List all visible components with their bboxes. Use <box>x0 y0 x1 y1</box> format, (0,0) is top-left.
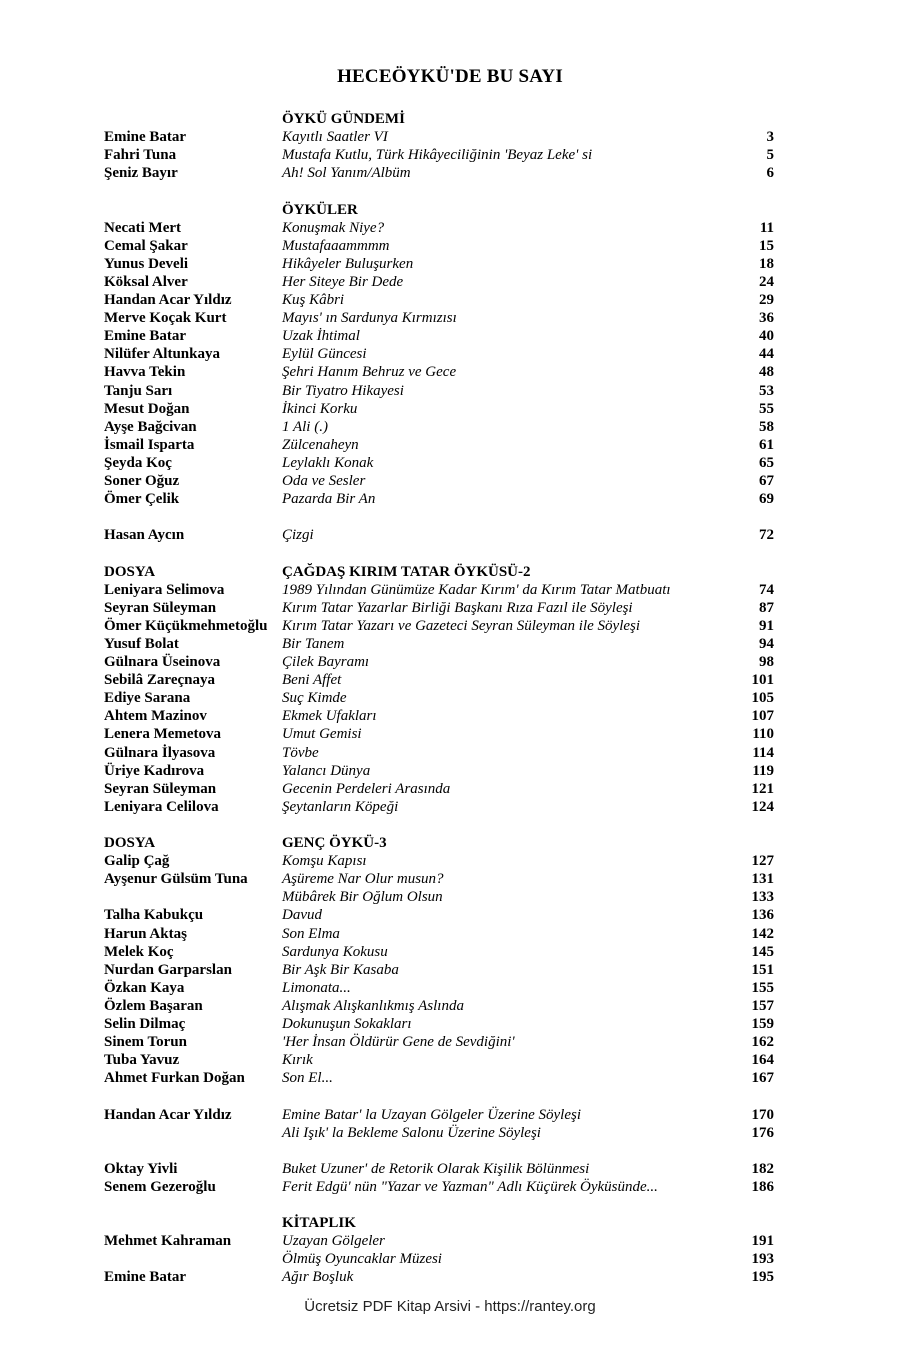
toc-entry-row <box>0 653 900 671</box>
entry-page-number: 142 <box>751 925 774 942</box>
entry-title: Bir Tiyatro Hikayesi <box>282 382 404 399</box>
entry-author: Üriye Kadırova <box>104 762 205 779</box>
entry-page-number: 48 <box>759 364 774 381</box>
entry-page-number: 145 <box>751 943 774 960</box>
toc-entry-row <box>0 617 900 635</box>
entry-author: Harun Aktaş <box>104 925 187 942</box>
toc-entry-row <box>0 345 900 363</box>
entry-page-number: 5 <box>766 147 774 164</box>
entry-page-number: 72 <box>759 527 774 544</box>
entry-page-number: 98 <box>759 654 774 670</box>
toc-entry-row <box>0 671 900 689</box>
toc-entry-row <box>0 925 900 943</box>
section-heading-row <box>0 201 900 219</box>
entry-page-number: 65 <box>759 454 774 471</box>
toc-entry-row <box>0 906 900 924</box>
toc-entry-row <box>0 888 900 906</box>
entry-author: Leniyara Celilova <box>104 798 219 815</box>
toc-entry-row <box>0 1069 900 1087</box>
entry-author: Mesut Doğan <box>104 400 190 417</box>
toc-entry-row <box>0 1268 900 1286</box>
entry-title: Her Siteye Bir Dede <box>282 273 404 290</box>
entry-title: Leylaklı Konak <box>282 454 374 471</box>
entry-page-number: 124 <box>751 798 774 815</box>
entry-author: Oktay Yivli <box>104 1160 178 1177</box>
entry-title: Son Elma <box>282 925 340 942</box>
toc-entry-row <box>0 472 900 490</box>
toc-entry-row <box>0 961 900 979</box>
entry-title: Ölmüş Oyuncaklar Müzesi <box>282 1251 442 1268</box>
entry-author: Nurdan Garparslan <box>104 961 232 978</box>
entry-author: Ömer Çelik <box>104 491 180 508</box>
entry-title: Kırık <box>282 1052 313 1069</box>
entry-page-number: 186 <box>751 1178 774 1195</box>
entry-page-number: 36 <box>759 310 774 327</box>
entry-author: Lenera Memetova <box>104 726 222 743</box>
toc-entry-row <box>0 1051 900 1069</box>
entry-title: Bir Tanem <box>282 635 345 652</box>
entry-author: Tuba Yavuz <box>104 1052 180 1069</box>
entry-title: Zülcenaheyn <box>282 436 359 453</box>
entry-author: Ayşenur Gülsüm Tuna <box>104 871 248 888</box>
entry-author: Ediye Sarana <box>104 690 191 707</box>
toc-entry-row <box>0 870 900 888</box>
entry-title: Konuşmak Niye? <box>282 219 385 236</box>
entry-author: Leniyara Selimova <box>104 581 225 598</box>
entry-page-number: 55 <box>759 400 774 417</box>
entry-title: Ekmek Ufakları <box>282 708 377 725</box>
entry-page-number: 162 <box>751 1034 774 1051</box>
toc-entry-row <box>0 943 900 961</box>
entry-author: Handan Acar Yıldız <box>104 292 232 308</box>
entry-page-number: 157 <box>751 997 774 1014</box>
entry-page-number: 3 <box>766 129 774 146</box>
toc-entry-row <box>0 1106 900 1124</box>
entry-title: Şehri Hanım Behruz ve Gece <box>282 364 457 381</box>
entry-title: Ah! Sol Yanım/Albüm <box>282 165 411 182</box>
entry-author: Selin Dilmaç <box>104 1016 186 1032</box>
section-heading-row <box>0 834 900 852</box>
entry-title: Limonata... <box>282 979 351 996</box>
toc-entry-row <box>0 400 900 418</box>
entry-author: Seyran Süleyman <box>104 780 217 797</box>
toc-entry-row <box>0 1015 900 1033</box>
section-heading: ÖYKÜLER <box>282 201 358 218</box>
toc-entry-row <box>0 725 900 743</box>
section-heading-row <box>0 1214 900 1232</box>
entry-title: Buket Uzuner' de Retorik Olarak Kişilik Bölünmesi <box>282 1160 590 1177</box>
entry-author: Gülnara İlyasova <box>104 744 216 761</box>
entry-page-number: 191 <box>751 1233 774 1250</box>
entry-title: Beni Affet <box>282 672 342 689</box>
entry-author: Emine Batar <box>104 129 187 146</box>
toc-entry-row <box>0 744 900 762</box>
toc-entry-row <box>0 255 900 273</box>
toc-entry-row <box>0 490 900 508</box>
entry-page-number: 164 <box>751 1052 774 1069</box>
entry-author: Soner Oğuz <box>104 473 180 489</box>
entry-page-number: 127 <box>751 853 774 870</box>
entry-author: Ayşe Bağcivan <box>104 418 197 435</box>
toc-entry-row <box>0 1232 900 1250</box>
entry-author: Köksal Alver <box>104 273 188 290</box>
entry-page-number: 53 <box>759 382 774 399</box>
section-heading: ÖYKÜ GÜNDEMİ <box>282 111 405 127</box>
entry-title: Gecenin Perdeleri Arasında <box>282 780 451 797</box>
entry-title: Eylül Güncesi <box>282 346 367 363</box>
entry-page-number: 151 <box>751 961 774 978</box>
entry-page-number: 121 <box>751 780 774 797</box>
entry-title: Ferit Edgü' nün "Yazar ve Yazman" Adlı Küçürek Öyküsünde... <box>282 1178 658 1195</box>
entry-title: Komşu Kapısı <box>282 853 367 870</box>
entry-title: Dokunuşun Sokakları <box>282 1016 412 1032</box>
entry-author: Şeyda Koç <box>104 454 172 471</box>
entry-author: Şeniz Bayır <box>104 165 178 182</box>
toc-entry-row <box>0 707 900 725</box>
toc-entry-row <box>0 273 900 291</box>
entry-title: Pazarda Bir An <box>282 491 376 508</box>
entry-page-number: 105 <box>751 690 774 707</box>
entry-title: Sardunya Kokusu <box>282 943 388 960</box>
entry-title: Çizgi <box>282 527 314 544</box>
entry-title: Aşüreme Nar Olur musun? <box>282 871 444 888</box>
toc-entry-row <box>0 309 900 327</box>
entry-author: Yunus Develi <box>104 255 189 272</box>
entry-author: Fahri Tuna <box>104 147 177 164</box>
entry-page-number: 18 <box>759 255 774 272</box>
entry-page-number: 11 <box>759 219 774 236</box>
toc-entry-row <box>0 997 900 1015</box>
entry-title: Tövbe <box>282 744 319 761</box>
entry-page-number: 195 <box>751 1269 774 1286</box>
entry-author: Tanju Sarı <box>104 382 173 399</box>
entry-page-number: 67 <box>759 473 774 489</box>
entry-author: Özkan Kaya <box>104 979 185 996</box>
entry-title: Şeytanların Köpeği <box>282 798 399 815</box>
toc-entry-row <box>0 1033 900 1051</box>
entry-page-number: 159 <box>751 1016 774 1032</box>
entry-author: İsmail Isparta <box>104 436 195 453</box>
entry-author: DOSYA <box>104 835 156 851</box>
entry-title: Bir Aşk Bir Kasaba <box>282 961 399 978</box>
entry-title: Çilek Bayramı <box>282 654 370 670</box>
entry-author: Özlem Başaran <box>104 997 203 1014</box>
entry-title: Umut Gemisi <box>282 726 362 743</box>
toc-entry-row <box>0 1160 900 1178</box>
entry-page-number: 61 <box>759 436 774 453</box>
toc-entry-row <box>0 327 900 345</box>
entry-title: Ağır Boşluk <box>282 1269 354 1286</box>
toc-entry-row <box>0 436 900 454</box>
entry-page-number: 155 <box>751 979 774 996</box>
section-heading: GENÇ ÖYKÜ-3 <box>282 835 387 851</box>
entry-page-number: 176 <box>751 1124 774 1141</box>
entry-author: Talha Kabukçu <box>104 907 204 924</box>
entry-title: Suç Kimde <box>282 690 347 707</box>
toc-entry-row <box>0 219 900 237</box>
entry-page-number: 58 <box>759 418 774 435</box>
entry-title: Kayıtlı Saatler VI <box>282 129 388 146</box>
entry-page-number: 136 <box>751 907 774 924</box>
toc-entry-row <box>0 128 900 146</box>
entry-author: Ömer Küçükmehmetoğlu <box>104 617 268 634</box>
entry-author: Hasan Aycın <box>104 527 185 544</box>
section-heading-row <box>0 563 900 581</box>
entry-author: Emine Batar <box>104 1269 187 1286</box>
entry-author: Sebilâ Zareçnaya <box>104 672 215 689</box>
entry-title: İkinci Korku <box>282 400 358 417</box>
entry-title: Oda ve Sesler <box>282 473 366 489</box>
toc-entry-row <box>0 418 900 436</box>
entry-page-number: 15 <box>759 237 774 254</box>
entry-author: Ahtem Mazinov <box>104 708 207 725</box>
section-heading: ÇAĞDAŞ KIRIM TATAR ÖYKÜSÜ-2 <box>282 563 531 580</box>
entry-author: Havva Tekin <box>104 364 186 381</box>
entry-page-number: 29 <box>759 292 774 308</box>
toc-entry-row <box>0 852 900 870</box>
toc-entry-row <box>0 798 900 816</box>
entry-page-number: 167 <box>751 1070 774 1087</box>
entry-title: 1 Ali (.) <box>282 418 328 435</box>
entry-author: Mehmet Kahraman <box>104 1233 232 1250</box>
toc-entry-row <box>0 762 900 780</box>
footer-source-note: Ücretsiz PDF Kitap Arsivi - https://rantey.org <box>304 1298 596 1315</box>
toc-entry-row <box>0 363 900 381</box>
entry-page-number: 182 <box>751 1160 774 1177</box>
entry-title: Emine Batar' la Uzayan Gölgeler Üzerine Söyleşi <box>282 1106 581 1123</box>
entry-title: Kırım Tatar Yazarlar Birliği Başkanı Rıza Fazıl ile Söyleşi <box>282 599 633 616</box>
entry-title: Alışmak Alışkanlıkmış Aslında <box>282 997 464 1014</box>
entry-page-number: 69 <box>759 491 774 508</box>
entry-author: Emine Batar <box>104 328 187 345</box>
toc-entry-row <box>0 237 900 255</box>
entry-author: Handan Acar Yıldız <box>104 1106 232 1123</box>
entry-author: Sinem Torun <box>104 1034 187 1051</box>
entry-author: Necati Mert <box>104 219 182 236</box>
toc-entry-row <box>0 635 900 653</box>
entry-author: Galip Çağ <box>104 853 170 870</box>
page-title: HECEÖYKÜ'DE BU SAYI <box>337 66 563 87</box>
entry-page-number: 94 <box>759 635 774 652</box>
entry-title: 1989 Yılından Günümüze Kadar Kırım' da Kırım Tatar Matbuatı <box>282 581 671 598</box>
section-heading-row <box>0 110 900 128</box>
entry-page-number: 110 <box>752 726 774 743</box>
section-heading: KİTAPLIK <box>282 1215 356 1232</box>
entry-title: Kuş Kâbri <box>282 292 345 308</box>
entry-title: Mustafaaammmm <box>282 237 390 254</box>
entry-title: Mübârek Bir Oğlum Olsun <box>282 889 443 906</box>
entry-page-number: 24 <box>759 273 774 290</box>
toc-entry-row <box>0 689 900 707</box>
entry-page-number: 131 <box>751 871 774 888</box>
entry-page-number: 44 <box>759 346 774 363</box>
entry-page-number: 87 <box>759 599 774 616</box>
entry-title: Kırım Tatar Yazarı ve Gazeteci Seyran Süleyman ile Söyleşi <box>282 617 641 634</box>
entry-author: Melek Koç <box>104 943 174 960</box>
entry-page-number: 114 <box>752 744 774 761</box>
entry-page-number: 193 <box>751 1251 774 1268</box>
entry-author: Yusuf Bolat <box>104 635 179 652</box>
toc-entry-row <box>0 1178 900 1196</box>
entry-page-number: 119 <box>752 762 774 779</box>
entry-title: Yalancı Dünya <box>282 762 371 779</box>
toc-entry-row <box>0 164 900 182</box>
toc-entry-row <box>0 780 900 798</box>
entry-title: 'Her İnsan Öldürür Gene de Sevdiğini' <box>282 1034 515 1051</box>
toc-entry-row <box>0 454 900 472</box>
entry-page-number: 74 <box>759 581 774 598</box>
entry-author: Seyran Süleyman <box>104 599 217 616</box>
entry-page-number: 91 <box>759 617 774 634</box>
entry-title: Hikâyeler Buluşurken <box>282 255 414 272</box>
toc-entry-row <box>0 1124 900 1142</box>
entry-page-number: 133 <box>751 889 774 906</box>
entry-author: Cemal Şakar <box>104 237 188 254</box>
entry-page-number: 170 <box>751 1106 774 1123</box>
entry-page-number: 6 <box>766 165 774 182</box>
entry-page-number: 101 <box>751 672 774 689</box>
toc-entry-row <box>0 146 900 164</box>
toc-entry-row <box>0 1250 900 1268</box>
entry-title: Ali Işık' la Bekleme Salonu Üzerine Söyleşi <box>282 1124 541 1141</box>
entry-author: Nilüfer Altunkaya <box>104 346 220 363</box>
entry-author: Gülnara Üseinova <box>104 654 221 670</box>
entry-page-number: 40 <box>759 328 774 345</box>
toc-entry-row <box>0 979 900 997</box>
entry-author: Senem Gezeroğlu <box>104 1178 216 1195</box>
entry-author: DOSYA <box>104 563 156 580</box>
entry-title: Davud <box>282 907 322 924</box>
entry-author: Ahmet Furkan Doğan <box>104 1070 245 1087</box>
toc-entry-row <box>0 382 900 400</box>
entry-page-number: 107 <box>751 708 774 725</box>
toc-entry-row <box>0 526 900 544</box>
entry-title: Uzak İhtimal <box>282 328 360 345</box>
toc-entry-row <box>0 581 900 599</box>
toc-entry-row <box>0 291 900 309</box>
entry-title: Mustafa Kutlu, Türk Hikâyeciliğinin 'Beyaz Leke' si <box>282 147 593 164</box>
entry-author: Merve Koçak Kurt <box>104 310 227 327</box>
toc-entry-row <box>0 599 900 617</box>
entry-title: Son El... <box>282 1070 333 1087</box>
entry-title: Mayıs' ın Sardunya Kırmızısı <box>282 310 457 327</box>
entry-title: Uzayan Gölgeler <box>282 1233 385 1250</box>
